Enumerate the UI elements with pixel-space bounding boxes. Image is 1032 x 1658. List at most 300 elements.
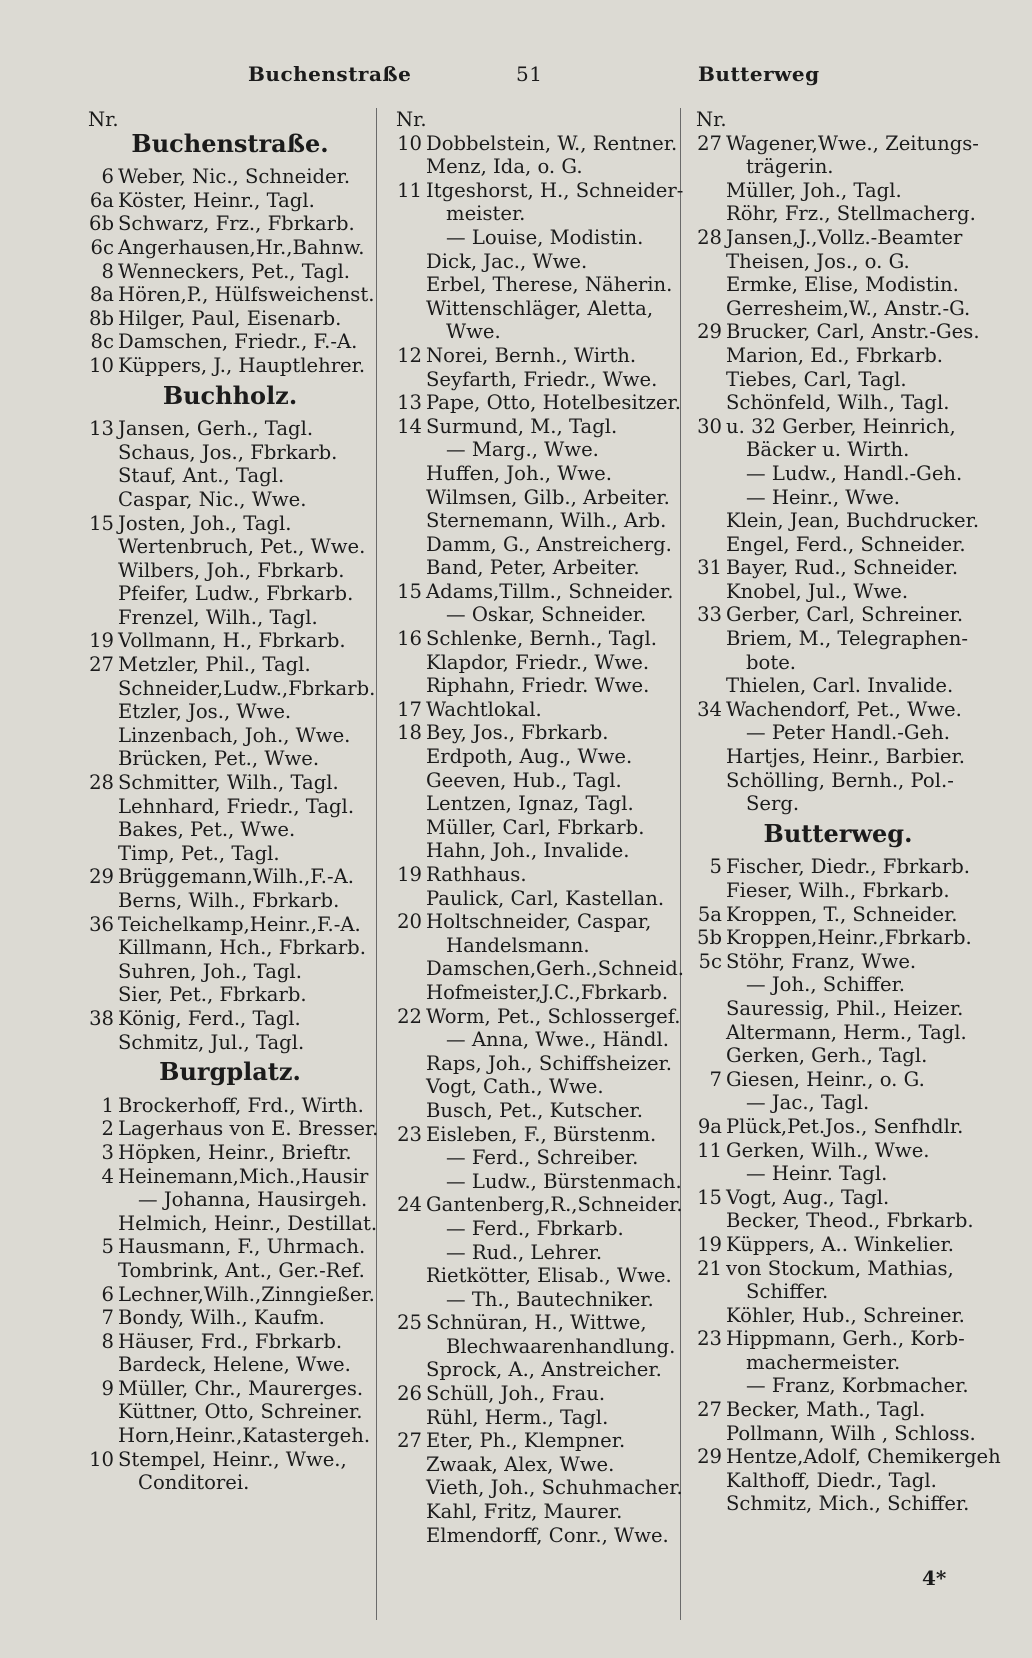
house-number: 22: [397, 1004, 422, 1028]
resident-entry: [80, 1031, 380, 1055]
resident-entry: [80, 1259, 380, 1283]
resident-text: Häuser, Frd., Fbrkarb.: [118, 1329, 343, 1353]
street-heading: Buchholz.: [162, 380, 298, 410]
resident-text: — Marg., Wwe.: [446, 438, 599, 462]
resident-text: Pape, Otto, Hotelbesitzer.: [426, 391, 681, 415]
resident-entry: [80, 283, 380, 307]
resident-text: Eisleben, F., Bürstenm.: [426, 1122, 657, 1146]
resident-entry: [388, 1123, 678, 1147]
resident-entry: [80, 1400, 380, 1424]
house-number: 15: [697, 1185, 722, 1209]
column-2: [388, 108, 685, 1547]
resident-entry: [80, 1353, 380, 1377]
resident-entry: [80, 1165, 380, 1189]
resident-text: Köster, Heinr., Tagl.: [118, 188, 315, 212]
house-number: 6c: [90, 235, 114, 259]
house-number: 38: [89, 1006, 114, 1030]
resident-entry: [388, 816, 678, 840]
house-number: 10: [89, 353, 114, 377]
resident-text: von Stockum, Mathias,: [726, 1256, 954, 1280]
resident-text: Hippmann, Gerh., Korb-: [726, 1327, 965, 1351]
resident-text: Lechner,Wilh.,Zinngießer.: [118, 1282, 375, 1306]
resident-text: — Heinr., Wwe.: [746, 485, 901, 509]
resident-text: trägerin.: [746, 155, 834, 179]
resident-text: Giesen, Heinr., o. G.: [726, 1067, 925, 1091]
resident-entry: [688, 1469, 988, 1493]
house-number: 15: [397, 579, 422, 603]
resident-entry: [688, 674, 988, 698]
resident-text: Fischer, Diedr., Fbrkarb.: [726, 855, 970, 879]
resident-text: Angerhausen,Hr.,Bahnw.: [118, 235, 365, 259]
resident-text: Rühl, Herm., Tagl.: [426, 1405, 609, 1429]
resident-entry: [688, 745, 988, 769]
resident-text: Paulick, Carl, Kastellan.: [426, 886, 665, 910]
resident-entry: [688, 202, 988, 226]
resident-text: Lehnhard, Friedr., Tagl.: [118, 794, 355, 818]
resident-text: Zwaak, Alex, Wwe.: [426, 1452, 615, 1476]
resident-text: Müller, Carl, Fbrkarb.: [426, 815, 645, 839]
resident-entry: [388, 769, 678, 793]
resident-entry: [80, 1424, 380, 1448]
house-number: 6a: [89, 188, 114, 212]
resident-text: — Heinr. Tagl.: [746, 1162, 888, 1186]
resident-entry: [80, 1212, 380, 1236]
resident-text: Schmitz, Mich., Schiffer.: [726, 1492, 970, 1516]
resident-text: Band, Peter, Arbeiter.: [426, 556, 640, 580]
house-number: 18: [397, 721, 422, 745]
resident-entry: [688, 769, 988, 793]
house-number: 6b: [88, 212, 114, 236]
resident-text: Hartjes, Heinr., Barbier.: [726, 745, 965, 769]
resident-text: Hausmann, F., Uhrmach.: [118, 1235, 366, 1259]
resident-entry: [688, 1115, 988, 1139]
column-divider: [680, 108, 681, 1620]
resident-text: Kalthoff, Diedr., Tagl.: [726, 1468, 937, 1492]
resident-text: Schiffer.: [746, 1280, 829, 1304]
house-number: 11: [397, 178, 422, 202]
resident-entry: [688, 879, 988, 903]
resident-text: Damm, G., Anstreicherg.: [426, 532, 672, 556]
house-number: 36: [89, 912, 114, 936]
resident-text: Gerken, Wilh., Wwe.: [726, 1138, 930, 1162]
resident-entry: [80, 307, 380, 331]
resident-text: Dick, Jac., Wwe.: [426, 249, 588, 273]
resident-entry: [388, 674, 678, 698]
resident-text: Weber, Nic., Schneider.: [118, 165, 351, 189]
resident-text: Wittenschläger, Aletta,: [426, 296, 654, 320]
resident-text: Wwe.: [446, 320, 501, 344]
resident-entry: [688, 556, 988, 580]
resident-entry: [388, 344, 678, 368]
resident-text: Wenneckers, Pet., Tagl.: [118, 259, 351, 283]
resident-text: machermeister.: [746, 1350, 901, 1374]
house-number: 6: [101, 165, 114, 189]
resident-entry: [388, 486, 678, 510]
resident-text: Lentzen, Ignaz, Tagl.: [426, 792, 634, 816]
house-number: 26: [397, 1382, 422, 1406]
resident-text: Bey, Jos., Fbrkarb.: [426, 721, 609, 745]
resident-entry: [388, 627, 678, 651]
resident-text: — Ludw., Handl.-Geh.: [746, 461, 963, 485]
resident-text: Pfeifer, Ludw., Fbrkarb.: [118, 582, 354, 606]
resident-entry: [80, 677, 380, 701]
resident-entry: [688, 297, 988, 321]
resident-entry: [80, 354, 380, 378]
house-number: 28: [697, 225, 722, 249]
house-number: 14: [397, 414, 422, 438]
resident-text: Gerber, Carl, Schreiner.: [726, 603, 964, 627]
resident-entry: [688, 391, 988, 415]
resident-entry: [688, 250, 988, 274]
resident-text: Wachtlokal.: [426, 697, 542, 721]
house-number: 12: [397, 343, 422, 367]
street-heading: Buchenstraße.: [131, 128, 329, 158]
house-number: 10: [89, 1447, 114, 1471]
resident-entry: [688, 1374, 988, 1398]
house-number: 13: [397, 391, 422, 415]
house-number: 23: [397, 1122, 422, 1146]
resident-text: — Louise, Modistin.: [446, 225, 644, 249]
resident-entry: [80, 700, 380, 724]
resident-text: Metzler, Phil., Tagl.: [118, 653, 311, 677]
resident-entry: [388, 1099, 678, 1123]
entry-continuation: [688, 792, 988, 816]
entry-continuation: [388, 320, 678, 344]
resident-entry: [80, 559, 380, 583]
resident-entry: [80, 330, 380, 354]
resident-text: Brüggemann,Wilh.,F.-A.: [118, 865, 354, 889]
house-number: 28: [89, 771, 114, 795]
resident-entry: [80, 1117, 380, 1141]
resident-text: Fieser, Wilh., Fbrkarb.: [726, 879, 950, 902]
resident-text: Knobel, Jul., Wwe.: [726, 579, 909, 603]
resident-text: Bardeck, Helene, Wwe.: [118, 1353, 351, 1377]
resident-text: Eter, Ph., Klempner.: [426, 1429, 626, 1453]
resident-text: Vogt, Cath., Wwe.: [426, 1075, 604, 1099]
house-number: 5: [101, 1235, 114, 1259]
resident-entry: [688, 1445, 1001, 1469]
resident-entry: [388, 910, 678, 934]
header-street-left: Buchenstraße: [248, 62, 412, 86]
resident-text: Gerken, Gerh., Tagl.: [726, 1044, 928, 1068]
resident-text: Frenzel, Wilh., Tagl.: [118, 605, 318, 629]
house-number: 9a: [697, 1114, 722, 1138]
resident-entry: [388, 1193, 683, 1217]
house-number: 19: [697, 1232, 722, 1256]
resident-text: Brücken, Pet., Wwe.: [118, 747, 320, 771]
house-number: 27: [697, 1398, 722, 1422]
entry-continuation: [688, 1280, 988, 1304]
resident-text: Dobbelstein, W., Rentner.: [426, 131, 678, 155]
resident-entry: [80, 488, 380, 512]
resident-text: Gantenberg,R.,Schneider.: [426, 1193, 683, 1217]
resident-text: Pollmann, Wilh , Schloss.: [726, 1421, 976, 1445]
resident-text: Menz, Ida, o. G.: [426, 155, 583, 179]
house-number: 13: [89, 417, 114, 441]
resident-entry: [80, 236, 380, 260]
resident-text: Müller, Joh., Tagl.: [726, 178, 902, 202]
resident-text: Klapdor, Friedr., Wwe.: [426, 650, 650, 674]
resident-entry: [80, 1188, 380, 1212]
house-number: 8: [101, 259, 114, 283]
resident-text: Suhren, Joh., Tagl.: [118, 959, 302, 983]
resident-text: Höpken, Heinr., Brieftr.: [118, 1140, 352, 1164]
resident-entry: [388, 1146, 678, 1170]
resident-entry: [688, 1257, 988, 1281]
resident-entry: [388, 1028, 678, 1052]
resident-text: Gerresheim,W., Anstr.-G.: [726, 296, 971, 320]
resident-entry: [80, 189, 380, 213]
resident-text: Damschen,Gerh.,Schneid.: [426, 957, 685, 981]
resident-text: Küppers, J., Hauptlehrer.: [118, 353, 366, 377]
resident-entry: [80, 1306, 380, 1330]
resident-text: Tiebes, Carl, Tagl.: [726, 367, 907, 391]
house-number: 27: [89, 653, 114, 677]
resident-entry: [388, 391, 681, 415]
house-number: 5c: [698, 949, 722, 973]
resident-entry: [688, 721, 988, 745]
house-number: 5: [709, 855, 722, 879]
resident-entry: [688, 273, 988, 297]
number-column-label: Nr.: [88, 108, 119, 131]
resident-text: bote.: [746, 650, 797, 674]
resident-entry: [388, 1358, 678, 1382]
resident-entry: [80, 818, 380, 842]
resident-text: u. 32 Gerber, Heinrich,: [726, 414, 956, 438]
resident-entry: [388, 438, 678, 462]
house-number: 8b: [88, 306, 114, 330]
resident-text: Klein, Jean, Buchdrucker.: [726, 509, 980, 533]
resident-text: Röhr, Frz., Stellmacherg.: [726, 202, 976, 226]
house-number: 25: [397, 1311, 422, 1335]
house-number: 29: [697, 1445, 722, 1469]
resident-entry: [80, 417, 380, 441]
resident-text: — Th., Bautechniker.: [446, 1287, 654, 1311]
resident-text: Bondy, Wilh., Kaufm.: [118, 1306, 325, 1330]
house-number: 27: [397, 1429, 422, 1453]
resident-entry: [688, 1186, 988, 1210]
entry-continuation: [688, 155, 988, 179]
house-number: 29: [697, 320, 722, 344]
resident-text: Becker, Math., Tagl.: [726, 1398, 926, 1422]
resident-text: Seyfarth, Friedr., Wwe.: [426, 367, 658, 391]
resident-entry: [388, 509, 678, 533]
resident-entry: [388, 556, 678, 580]
resident-entry: [388, 1476, 683, 1500]
resident-text: Josten, Joh., Tagl.: [118, 511, 292, 535]
resident-entry: [80, 260, 380, 284]
house-number: 34: [697, 697, 722, 721]
resident-entry: [688, 1162, 988, 1186]
resident-text: Wertenbruch, Pet., Wwe.: [118, 535, 366, 559]
resident-entry: [688, 1492, 988, 1516]
resident-text: — Franz, Korbmacher.: [746, 1374, 969, 1398]
resident-entry: [688, 1091, 988, 1115]
resident-text: Rietkötter, Elisab., Wwe.: [426, 1264, 672, 1288]
house-number: 30: [697, 414, 722, 438]
resident-entry: [80, 464, 380, 488]
street-heading: Burgplatz.: [159, 1057, 301, 1087]
resident-entry: [688, 903, 988, 927]
resident-text: Thielen, Carl. Invalide.: [726, 674, 954, 698]
resident-entry: [80, 842, 380, 866]
resident-text: Schmitter, Wilh., Tagl.: [118, 771, 339, 795]
resident-entry: [388, 603, 678, 627]
resident-text: Engel, Ferd., Schneider.: [726, 532, 966, 556]
resident-entry: [388, 863, 678, 887]
house-number: 2: [101, 1117, 114, 1141]
resident-entry: [688, 533, 988, 557]
resident-text: Kahl, Fritz, Maurer.: [426, 1500, 623, 1524]
resident-entry: [688, 1304, 988, 1328]
entry-continuation: [388, 1335, 678, 1359]
resident-text: Schmitz, Jul., Tagl.: [118, 1030, 305, 1054]
resident-entry: [388, 178, 684, 203]
resident-text: Geeven, Hub., Tagl.: [426, 768, 622, 792]
resident-text: Norei, Bernh., Wirth.: [426, 343, 637, 367]
resident-entry: [688, 368, 988, 392]
resident-entry: [688, 132, 988, 156]
resident-entry: [388, 1453, 678, 1477]
resident-text: — Rud., Lehrer.: [446, 1240, 603, 1264]
resident-entry: [688, 415, 988, 439]
house-number: 27: [697, 131, 722, 155]
resident-entry: [688, 1068, 988, 1092]
resident-text: — Peter Handl.-Geh.: [746, 721, 950, 745]
entry-continuation: [388, 202, 678, 226]
house-number: 15: [89, 511, 114, 535]
resident-entry: [388, 1406, 678, 1430]
printer-signature: 4*: [922, 1566, 947, 1590]
resident-text: Jansen,J.,Vollz.-Beamter: [726, 225, 963, 249]
resident-entry: [688, 1398, 988, 1422]
resident-text: — Ferd., Fbrkarb.: [446, 1216, 624, 1240]
resident-text: Stauf, Ant., Tagl.: [118, 464, 285, 488]
street-heading: Butterweg.: [763, 818, 913, 848]
entry-continuation: [388, 934, 678, 958]
resident-entry: [388, 1264, 678, 1288]
resident-entry: [388, 273, 678, 297]
resident-text: Berns, Wilh., Fbrkarb.: [118, 889, 340, 912]
resident-entry: [688, 509, 988, 533]
house-number: 5b: [696, 926, 722, 950]
resident-text: Timp, Pet., Tagl.: [118, 841, 280, 865]
resident-entry: [388, 1052, 678, 1076]
resident-entry: [688, 997, 988, 1021]
resident-entry: [80, 441, 380, 465]
resident-entry: [688, 1021, 988, 1045]
resident-text: Busch, Pet., Kutscher.: [426, 1098, 643, 1122]
resident-entry: [688, 1233, 988, 1257]
resident-entry: [388, 132, 678, 156]
house-number: 6: [101, 1282, 114, 1306]
house-number: 23: [697, 1327, 722, 1351]
resident-text: Tombrink, Ant., Ger.-Ref.: [118, 1258, 365, 1282]
resident-text: Bäcker u. Wirth.: [746, 438, 910, 462]
resident-entry: [80, 1448, 380, 1472]
house-number: 31: [697, 556, 722, 580]
resident-text: Erdpoth, Aug., Wwe.: [426, 745, 633, 769]
resident-text: Teichelkamp,Heinr.,F.-A.: [118, 912, 361, 936]
entry-continuation: [688, 651, 988, 675]
resident-entry: [80, 629, 380, 653]
resident-text: Rathhaus.: [426, 863, 527, 886]
resident-text: meister.: [446, 202, 526, 226]
resident-entry: [80, 606, 380, 630]
resident-entry: [80, 653, 380, 677]
entry-continuation: [688, 1351, 988, 1375]
resident-entry: [388, 745, 678, 769]
resident-text: Damschen, Friedr., F.-A.: [118, 330, 358, 354]
resident-text: Theisen, Jos., o. G.: [726, 249, 910, 273]
number-column-label: Nr.: [696, 108, 727, 131]
resident-entry: [388, 580, 678, 604]
house-number: 3: [101, 1140, 114, 1164]
column-3: [688, 108, 1001, 1516]
resident-text: Schlenke, Bernh., Tagl.: [426, 627, 657, 651]
house-number: 1: [101, 1093, 114, 1117]
resident-entry: [688, 462, 988, 486]
resident-text: Worm, Pet., Schlossergef.: [426, 1004, 681, 1028]
resident-entry: [388, 1004, 681, 1029]
header-street-right: Butterweg: [698, 62, 820, 86]
resident-text: Conditorei.: [138, 1471, 250, 1495]
house-number: 19: [89, 629, 114, 653]
resident-entry: [388, 368, 678, 392]
resident-text: Hahn, Joh., Invalide.: [426, 839, 630, 863]
resident-entry: [688, 1139, 988, 1163]
resident-text: Vollmann, H., Fbrkarb.: [118, 629, 346, 653]
entry-continuation: [688, 438, 988, 462]
resident-entry: [388, 651, 678, 675]
resident-text: Küttner, Otto, Schreiner.: [118, 1400, 363, 1424]
resident-text: Itgeshorst, H., Schneider-: [426, 178, 684, 202]
resident-text: — Jac., Tagl.: [746, 1091, 870, 1115]
resident-text: Sprock, A., Anstreicher.: [426, 1358, 662, 1382]
house-number: 24: [397, 1193, 422, 1217]
resident-text: Wilmsen, Gilb., Arbeiter.: [426, 485, 670, 509]
resident-text: Brockerhoff, Frd., Wirth.: [118, 1093, 364, 1117]
resident-text: Plück,Pet.Jos., Senfhdlr.: [726, 1114, 964, 1138]
resident-text: Becker, Theod., Fbrkarb.: [726, 1209, 974, 1233]
resident-entry: [80, 1141, 380, 1165]
resident-text: Ermke, Elise, Modistin.: [726, 273, 959, 297]
resident-entry: [388, 1500, 678, 1524]
resident-entry: [388, 1288, 678, 1312]
resident-text: Wilbers, Joh., Fbrkarb.: [118, 558, 345, 582]
resident-text: Schölling, Bernh., Pol.-: [726, 768, 954, 792]
resident-text: König, Ferd., Tagl.: [118, 1006, 301, 1030]
resident-text: Elmendorff, Conr., Wwe.: [426, 1523, 669, 1547]
house-number: 5a: [697, 902, 722, 926]
resident-entry: [388, 462, 678, 486]
resident-entry: [388, 698, 678, 722]
resident-text: Jansen, Gerh., Tagl.: [118, 417, 314, 441]
resident-text: Hilger, Paul, Eisenarb.: [118, 306, 342, 330]
resident-entry: [80, 535, 380, 559]
house-number: 4: [101, 1164, 114, 1188]
resident-entry: [388, 415, 678, 439]
resident-text: Huffen, Joh., Wwe.: [426, 461, 612, 485]
resident-text: Erbel, Therese, Näherin.: [426, 273, 673, 297]
resident-text: Adams,Tillm., Schneider.: [426, 579, 674, 603]
resident-entry: [388, 533, 678, 557]
resident-entry: [388, 957, 685, 981]
resident-entry: [80, 212, 380, 236]
resident-text: Sier, Pet., Fbrkarb.: [118, 983, 307, 1007]
resident-entry: [388, 1382, 678, 1406]
column-1: [80, 108, 380, 1495]
